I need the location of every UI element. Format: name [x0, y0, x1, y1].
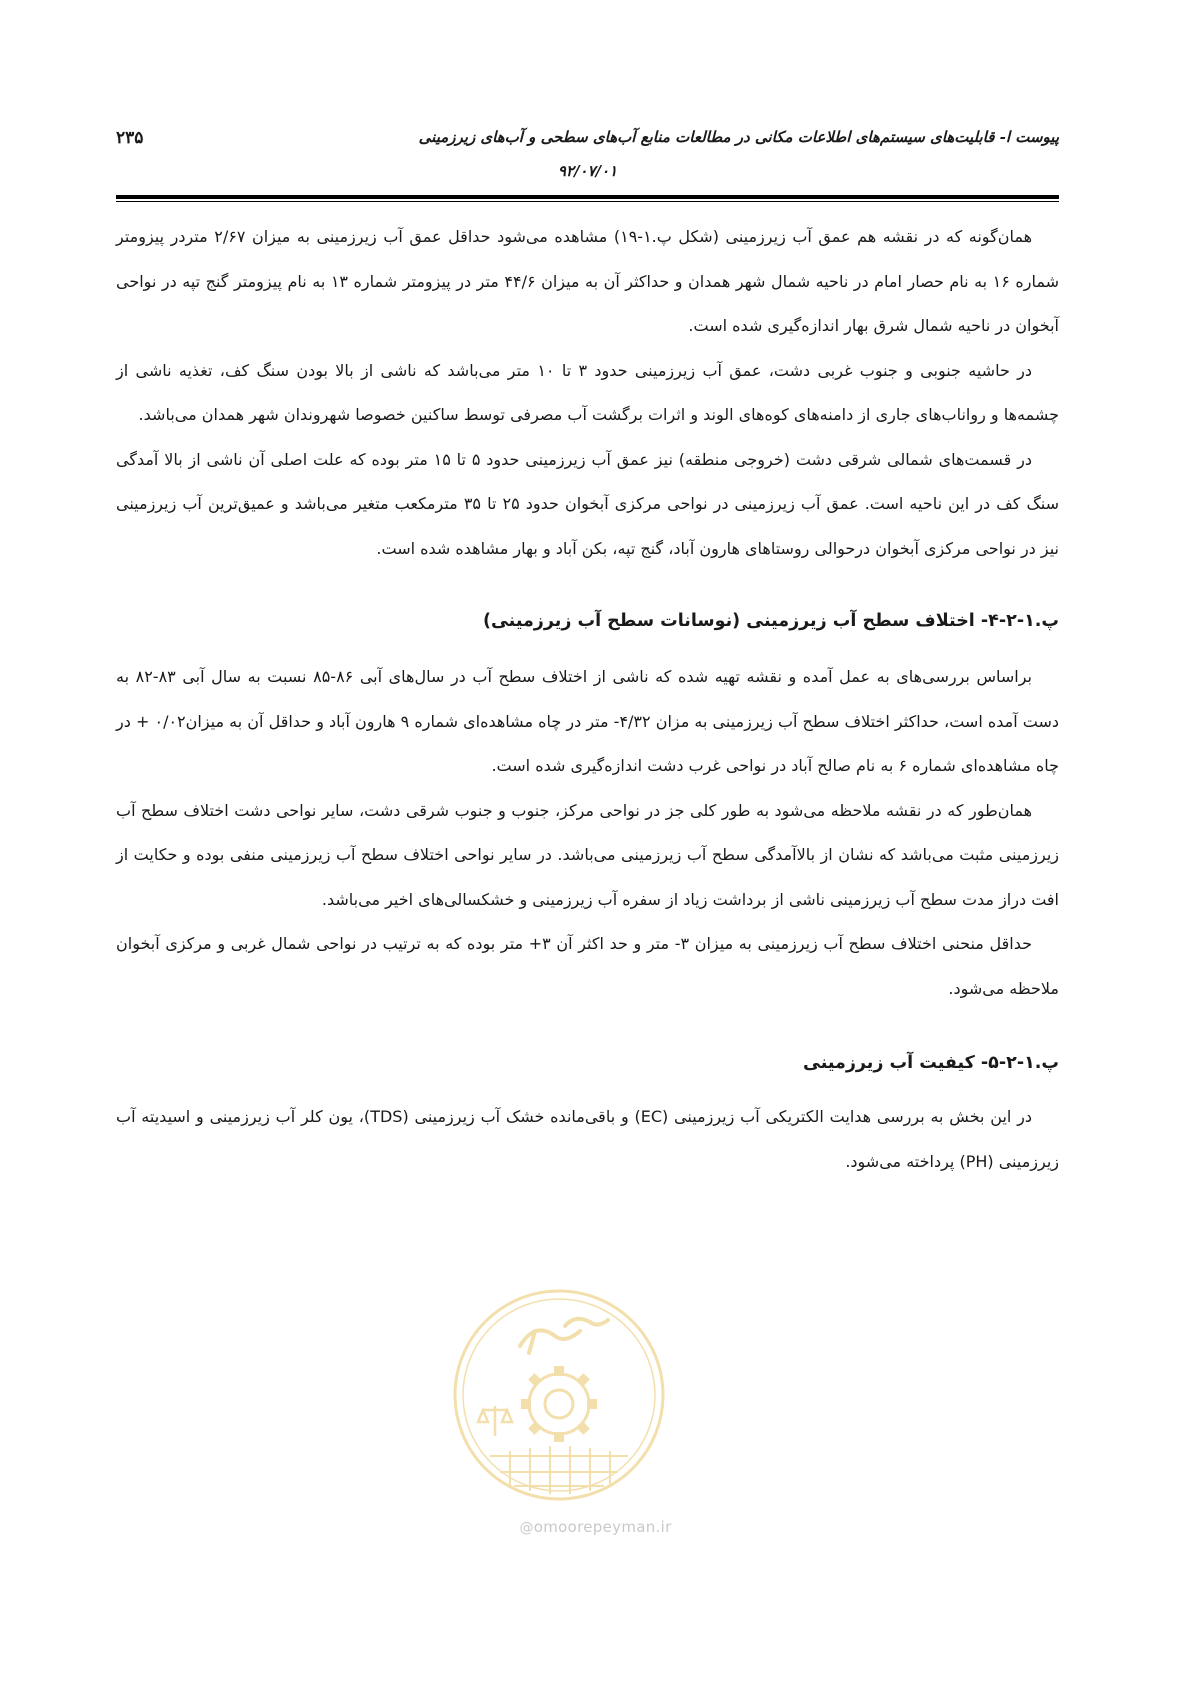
- watermark-url-text: omoorepeyman.ir: [533, 1518, 672, 1536]
- header-date: ۹۲/۰۷/۰۱: [557, 162, 618, 180]
- section-heading: پ.۱-۲-۵- کیفیت آب زیرزمینی: [803, 1053, 1059, 1073]
- paragraph: براساس بررسی‌های به عمل آمده و نقشه تهیه شده که ناشی از اختلاف سطح آب در سال‌های آبی ۸۶-۸۵ نسبت به سال آبی ۸۳-۸۲ به دست آمده است، حداکثر اختلاف سطح آب زیرزمینی به مزان ۴/۳۲- متر در چاه مشاهده‌ای شماره ۹ هارون آباد و حداقل آن به میزان۰/۰۲ + در چاه مشاهده‌ای شماره ۶ به نام صالح آباد در نواحی غرب دشت اندازه‌گیری شده است.: [116, 667, 1060, 775]
- watermark-url: [0, 1518, 1191, 1536]
- section-heading: پ.۱-۲-۴- اختلاف سطح آب زیرزمینی (نوسانات سطح آب زیرزمینی): [482, 611, 1059, 631]
- paragraph: در قسمت‌های شمالی شرقی دشت (خروجی منطقه) نیز عمق آب زیرزمینی حدود ۵ تا ۱۵ متر بوده که علت اصلی آن ناشی از بالا آمدگی سنگ کف در این ناحیه است. عمق آب زیرزمینی در نواحی مرکزی آبخوان حدود ۲۵ تا ۳۵ مترمکعب متغیر می‌باشد و عمیق‌ترین آب زیرزمینی نیز در نواحی مرکزی آبخوان درحوالی روستاهای هارون آباد، گنج تپه، بکن آباد و بهار مشاهده شده است.: [116, 449, 1060, 558]
- header-title: پیوست ا- قابلیت‌های سیستم‌های اطلاعات مکانی در مطالعات منابع آب‌های سطحی و آب‌های زیرزمینی: [418, 128, 1059, 146]
- at-icon: @: [519, 1520, 534, 1536]
- body-content: [116, 215, 1059, 1184]
- paragraph: در حاشیه جنوبی و جنوب غربی دشت، عمق آب زیرزمینی حدود ۳ تا ۱۰ متر می‌باشد که ناشی از بالا بودن سنگ کف، تغذیه ناشی از چشمه‌ها و رواناب‌های جاری از دامنه‌های کوه‌های الوند و اثرات برگشت آب مصرفی توسط ساکنین خصوصا شهروندان شهر همدان می‌باشد.: [116, 360, 1059, 424]
- paragraph: همان‌طور که در نقشه ملاحظه می‌شود به طور کلی جز در نواحی مرکز، جنوب و جنوب شرقی دشت، سایر نواحی دشت اختلاف سطح آب زیرزمینی مثبت می‌باشد که نشان از بالاآمدگی سطح آب زیرزمینی می‌باشد. در سایر نواحی اختلاف سطح آب زیرزمینی منفی بوده و حکایت از افت دراز مدت سطح آب زیرزمینی ناشی از برداشت زیاد از سفره آب زیرزمینی و خشکسالی‌های اخیر می‌باشد.: [116, 800, 1059, 909]
- header-rule-thick: [116, 195, 1059, 199]
- paragraph: در این بخش به بررسی هدایت الکتریکی آب زیرزمینی (EC) و باقی‌مانده خشک آب زیرزمینی (TDS)، یون کلر آب زیرزمینی و اسیدیته آب زیرزمینی (PH) پرداخته می‌شود.: [116, 1107, 1059, 1171]
- paragraph: حداقل منحنی اختلاف سطح آب زیرزمینی به میزان ۳- متر و حد اکثر آن ۳+ متر بوده که به ترتیب در نواحی شمال غربی و مرکزی آبخوان ملاحظه می‌شود.: [116, 934, 1059, 998]
- paragraph: همان‌گونه که در نقشه هم عمق آب زیرزمینی (شکل پ.۱-۱۹) مشاهده می‌شود حداقل عمق آب زیرزمینی به میزان ۲/۶۷ متردر پیزومتر شماره ۱۶ به نام حصار امام در ناحیه شمال شهر همدان و حداکثر آن به میزان ۴۴/۶ متر در پیزومتر شماره ۱۳ به نام پیزومتر گنج تپه در نواحی آبخوان در ناحیه شمال شرق بهار اندازه‌گیری شده است.: [116, 227, 1060, 335]
- watermark-seal-icon: [450, 1286, 668, 1504]
- page-number: ۲۳۵: [116, 128, 144, 148]
- header-rule-thin: [116, 201, 1059, 202]
